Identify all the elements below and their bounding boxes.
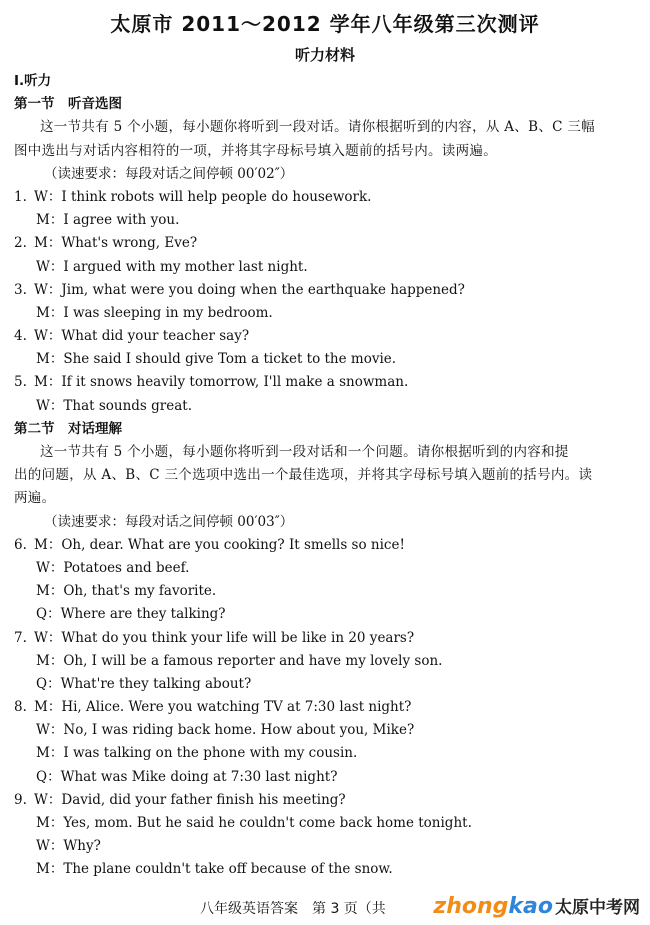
dialogue-line xyxy=(14,580,636,603)
dialogue-line xyxy=(14,603,636,626)
section2-heading: 第二节 对话理解 xyxy=(14,420,122,437)
dialogue-text: W：No, I was riding back home. How about you, Mike? xyxy=(36,722,415,739)
item-number: 7. xyxy=(14,629,27,646)
dialogue-text: W：What did your teacher say? xyxy=(34,328,250,345)
part-heading: Ⅰ.听力 xyxy=(14,73,52,89)
dialogue-line xyxy=(14,719,636,742)
section1-heading: 第一节 听音选图 xyxy=(14,96,122,113)
watermark-part-a: zhong xyxy=(433,894,509,919)
dialogue-text: M：The plane couldn't take off because of the snow. xyxy=(36,861,393,878)
section1-instructions xyxy=(14,116,636,162)
dialogue-text: M：She said I should give Tom a ticket to the movie. xyxy=(36,351,397,368)
item-number: 6. xyxy=(14,536,27,553)
dialogue-line xyxy=(14,325,636,348)
dialogue-line xyxy=(14,186,636,209)
dialogue-line xyxy=(14,650,636,673)
dialogue-line xyxy=(14,209,636,232)
dialogue-text: W：Why? xyxy=(36,838,101,855)
dialogue-line xyxy=(14,812,636,835)
dialogue-text: Q：What're they talking about? xyxy=(36,675,252,692)
dialogue-text: W：Potatoes and beef. xyxy=(36,559,190,576)
dialogue-text: W：That sounds great. xyxy=(36,397,192,414)
item-number: 1. xyxy=(14,188,27,205)
item-number: 8. xyxy=(14,699,27,716)
dialogue-text: W：Jim, what were you doing when the earthquake happened? xyxy=(34,281,465,298)
dialogue-line xyxy=(14,395,636,418)
dialogue-line xyxy=(14,371,636,394)
dialogue-line xyxy=(14,627,636,650)
dialogue-text: M：Oh, dear. What are you cooking? It smells so nice! xyxy=(34,536,405,553)
item-number: 9. xyxy=(14,791,27,808)
item-number: 5. xyxy=(14,374,27,391)
dialogue-text: M：I agree with you. xyxy=(36,212,180,229)
dialogue-line xyxy=(14,557,636,580)
section1-items xyxy=(14,186,636,418)
item-number: 4. xyxy=(14,328,27,345)
page-subtitle: 听力材料 xyxy=(294,46,355,64)
document-body xyxy=(14,70,636,882)
section2-items xyxy=(14,534,636,882)
dialogue-text: W：David, did your father finish his meeting? xyxy=(34,791,346,808)
dialogue-text: W：I think robots will help people do housework. xyxy=(34,188,372,205)
page-title: 太原市 2011～2012 学年八年级第三次测评 xyxy=(110,12,540,36)
dialogue-text: M：I was talking on the phone with my cousin. xyxy=(36,745,358,762)
dialogue-text: M：Hi, Alice. Were you watching TV at 7:30 last night? xyxy=(34,699,412,716)
dialogue-line xyxy=(14,348,636,371)
instruction-line: 这一节共有 5 个小题，每小题你将听到一段对话。请你根据听到的内容，从 A、B、C 三幅 xyxy=(40,119,595,136)
watermark-part-c: 太原中考网 xyxy=(555,898,640,918)
dialogue-line xyxy=(14,766,636,789)
dialogue-text: M：What's wrong, Eve? xyxy=(34,235,198,252)
dialogue-line xyxy=(14,673,636,696)
instruction-line: 出的问题，从 A、B、C 三个选项中选出一个最佳选项，并将其字母标号填入题前的括号内。读 xyxy=(14,467,593,484)
watermark-part-b: kao xyxy=(508,894,553,919)
instruction-line: 图中选出与对话内容相符的一项，并将其字母标号填入题前的括号内。读两遍。 xyxy=(14,142,497,159)
dialogue-text: W：I argued with my mother last night. xyxy=(36,258,308,275)
dialogue-line xyxy=(14,232,636,255)
item-number: 2. xyxy=(14,235,27,252)
dialogue-text: M：Oh, that's my favorite. xyxy=(36,583,217,600)
section2-requirement: （读速要求：每段对话之间停顿 00′03″） xyxy=(44,513,294,530)
dialogue-line xyxy=(14,835,636,858)
dialogue-line xyxy=(14,256,636,279)
dialogue-text: Q：Where are they talking? xyxy=(36,606,226,623)
dialogue-text: M：If it snows heavily tomorrow, I'll make a snowman. xyxy=(34,374,409,391)
site-watermark xyxy=(433,893,640,919)
item-number: 3. xyxy=(14,281,27,298)
dialogue-line xyxy=(14,742,636,765)
dialogue-line xyxy=(14,279,636,302)
dialogue-line xyxy=(14,302,636,325)
dialogue-text: M：Yes, mom. But he said he couldn't come back home tonight. xyxy=(36,815,472,831)
dialogue-text: M：Oh, I will be a famous reporter and have my lovely son. xyxy=(36,652,443,669)
dialogue-line xyxy=(14,858,636,881)
dialogue-line xyxy=(14,534,636,557)
dialogue-line xyxy=(14,696,636,719)
dialogue-text: W：What do you think your life will be like in 20 years? xyxy=(34,629,415,646)
section2-instructions xyxy=(14,441,636,511)
dialogue-line xyxy=(14,789,636,812)
section1-requirement: （读速要求：每段对话之间停顿 00′02″） xyxy=(44,165,294,182)
dialogue-text: M：I was sleeping in my bedroom. xyxy=(36,304,273,321)
instruction-line: 两遍。 xyxy=(14,490,56,507)
dialogue-text: Q：What was Mike doing at 7:30 last night? xyxy=(36,768,338,785)
page-footer: 八年级英语答案 第 3 页（共 xyxy=(200,901,386,917)
instruction-line: 这一节共有 5 个小题，每小题你将听到一段对话和一个问题。请你根据听到的内容和提 xyxy=(40,444,569,460)
